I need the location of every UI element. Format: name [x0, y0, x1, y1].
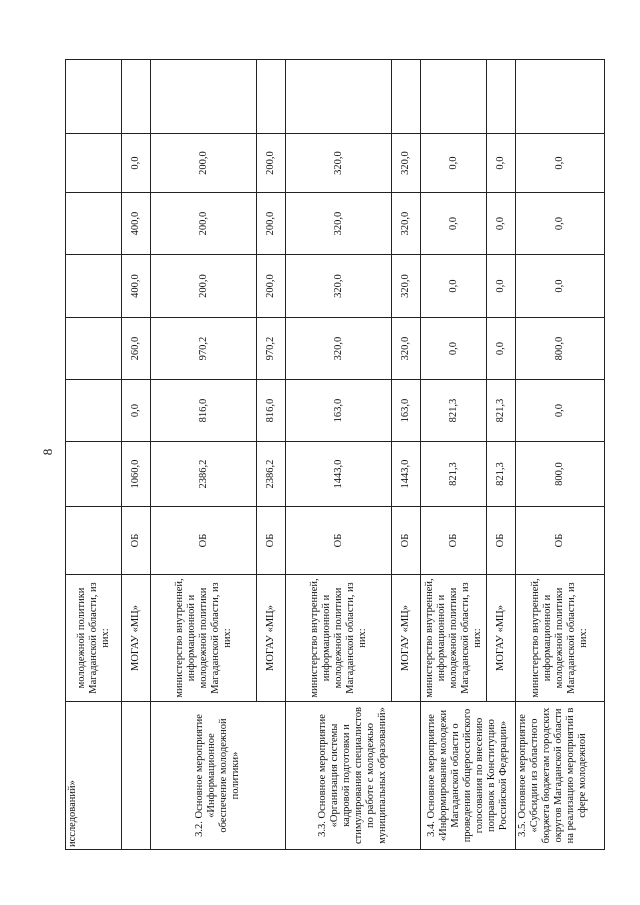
value-cell: 2386,2	[257, 442, 286, 507]
value-cell: 400,0	[122, 255, 151, 318]
value-cell	[66, 255, 122, 318]
value-cell	[286, 60, 392, 134]
executor-cell: министерство внутренней, информационной и молодежной политики Магаданской области, из них:	[151, 575, 257, 702]
executor-cell: министерство внутренней, информационной и молодежной политики Магаданской области, из них:	[286, 575, 392, 702]
funding-source-cell: ОБ	[487, 507, 516, 575]
executor-cell: МОГАУ «МЦ»	[122, 575, 151, 702]
value-cell: 400,0	[122, 193, 151, 255]
value-cell: 800,0	[516, 442, 605, 507]
value-cell: 200,0	[257, 193, 286, 255]
executor-cell: министерство внутренней, информационной и молодежной политики Магаданской области, из них:	[421, 575, 487, 702]
table-row	[421, 60, 487, 850]
value-cell: 1443,0	[286, 442, 392, 507]
value-cell: 0,0	[421, 255, 487, 318]
value-cell	[66, 193, 122, 255]
funding-source-cell: ОБ	[257, 507, 286, 575]
funding-source-cell: ОБ	[421, 507, 487, 575]
value-cell: 320,0	[392, 134, 421, 193]
value-cell: 200,0	[151, 255, 257, 318]
value-cell: 0,0	[421, 193, 487, 255]
value-cell: 0,0	[516, 134, 605, 193]
value-cell: 970,2	[151, 318, 257, 380]
value-cell: 200,0	[151, 134, 257, 193]
budget-table	[65, 59, 605, 850]
value-cell: 0,0	[516, 193, 605, 255]
value-cell	[487, 60, 516, 134]
table-row	[516, 60, 605, 850]
activity-name-cell: исследований»	[66, 702, 122, 850]
value-cell: 0,0	[516, 380, 605, 442]
value-cell	[516, 60, 605, 134]
value-cell: 1443,0	[392, 442, 421, 507]
activity-name-cell	[122, 702, 151, 850]
value-cell: 0,0	[122, 380, 151, 442]
funding-source-cell: ОБ	[151, 507, 257, 575]
value-cell: 816,0	[151, 380, 257, 442]
value-cell: 163,0	[286, 380, 392, 442]
value-cell	[66, 318, 122, 380]
value-cell: 320,0	[392, 318, 421, 380]
executor-cell: МОГАУ «МЦ»	[392, 575, 421, 702]
value-cell	[66, 442, 122, 507]
value-cell: 320,0	[392, 193, 421, 255]
table-row	[66, 60, 122, 850]
value-cell: 0,0	[487, 193, 516, 255]
value-cell: 800,0	[516, 318, 605, 380]
funding-source-cell: ОБ	[122, 507, 151, 575]
activity-name-cell: 3.2. Основное мероприятие «Информационное обеспечение молодежной политики»	[151, 702, 286, 850]
value-cell: 821,3	[421, 442, 487, 507]
value-cell: 320,0	[286, 255, 392, 318]
table-row	[286, 60, 392, 850]
value-cell	[66, 380, 122, 442]
value-cell: 163,0	[392, 380, 421, 442]
value-cell: 320,0	[286, 318, 392, 380]
funding-source-cell: ОБ	[392, 507, 421, 575]
value-cell: 816,0	[257, 380, 286, 442]
value-cell	[66, 134, 122, 193]
value-cell	[421, 60, 487, 134]
table-row	[122, 60, 151, 850]
value-cell: 2386,2	[151, 442, 257, 507]
value-cell	[66, 60, 122, 134]
rotated-table-container	[65, 60, 589, 850]
value-cell: 970,2	[257, 318, 286, 380]
value-cell: 821,3	[487, 380, 516, 442]
value-cell: 0,0	[122, 134, 151, 193]
value-cell: 0,0	[421, 134, 487, 193]
value-cell: 320,0	[286, 193, 392, 255]
value-cell	[122, 60, 151, 134]
page-number: 8	[40, 448, 55, 456]
executor-cell: МОГАУ «МЦ»	[487, 575, 516, 702]
value-cell: 260,0	[122, 318, 151, 380]
value-cell: 0,0	[487, 318, 516, 380]
activity-name-cell: 3.4. Основное мероприятие «Информирование молодежи Магаданской области о проведении общероссийского голосования по внесению поправок в Конституцию Российской Федерации»	[421, 702, 516, 850]
table-row	[151, 60, 257, 850]
funding-source-cell	[66, 507, 122, 575]
value-cell: 200,0	[151, 193, 257, 255]
value-cell	[257, 60, 286, 134]
value-cell: 0,0	[487, 134, 516, 193]
value-cell	[151, 60, 257, 134]
value-cell: 320,0	[286, 134, 392, 193]
value-cell: 821,3	[421, 380, 487, 442]
value-cell: 200,0	[257, 255, 286, 318]
value-cell: 0,0	[516, 255, 605, 318]
value-cell: 0,0	[487, 255, 516, 318]
value-cell	[392, 60, 421, 134]
activity-name-cell: 3.3. Основное мероприятие «Организация системы кадровой подготовки и стимулирования специалистов по работе с молодежью муниципальных образований»	[286, 702, 421, 850]
value-cell: 1060,0	[122, 442, 151, 507]
executor-cell: молодежной политики Магаданской области, из них:	[66, 575, 122, 702]
value-cell: 200,0	[257, 134, 286, 193]
value-cell: 0,0	[421, 318, 487, 380]
funding-source-cell: ОБ	[286, 507, 392, 575]
executor-cell: министерство внутренней, информационной и молодежной политики Магаданской области, из них:	[516, 575, 605, 702]
value-cell: 320,0	[392, 255, 421, 318]
executor-cell: МОГАУ «МЦ»	[257, 575, 286, 702]
funding-source-cell: ОБ	[516, 507, 605, 575]
activity-name-cell: 3.5. Основное мероприятие «Субсидии из областного бюджета бюджетам городских округов Магаданской области на реализацию мероприятий в сфере молодежной	[516, 702, 605, 850]
value-cell: 821,3	[487, 442, 516, 507]
